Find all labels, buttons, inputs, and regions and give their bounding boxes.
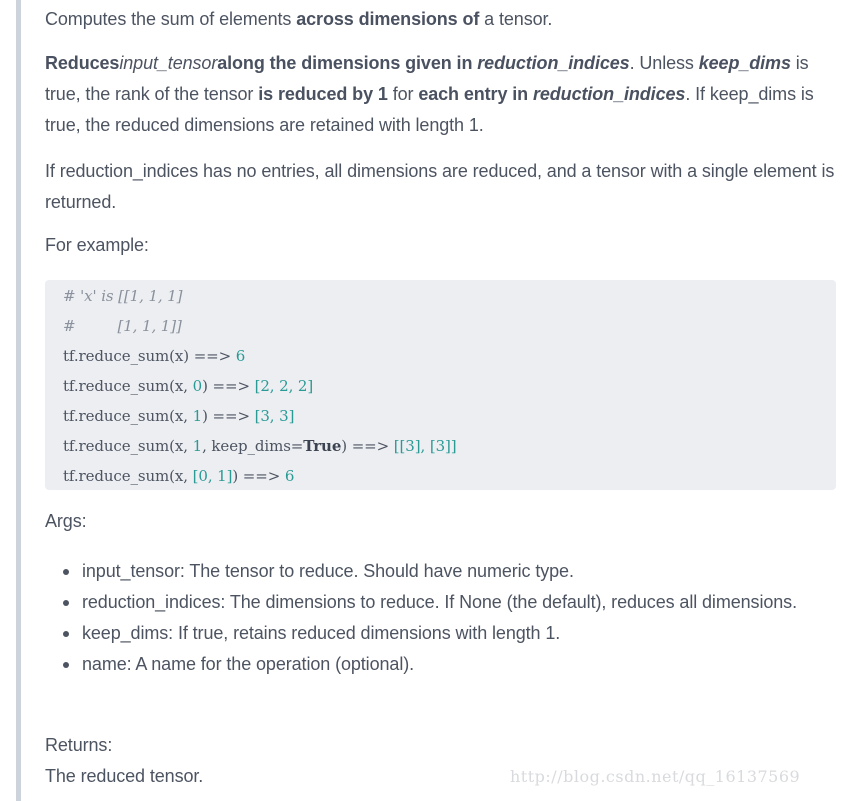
code-number: [3, 3] <box>254 407 295 425</box>
list-item: keep_dims: If true, retains reduced dimensions with length 1. <box>82 618 842 649</box>
reduces-paragraph <box>45 48 837 141</box>
code-number: 1 <box>192 407 203 425</box>
code-number: 0 <box>192 377 203 395</box>
reduces-text-1: . Unless <box>629 53 699 73</box>
code-number: 1 <box>192 437 203 455</box>
reduces-bold-italic-2: keep_dims <box>698 53 791 73</box>
code-number: 6 <box>284 467 295 485</box>
watermark: http://blog.csdn.net/qq_16137569 <box>510 767 801 786</box>
code-text: tf.reduce_sum(x, <box>63 437 193 455</box>
doc-blockquote <box>16 0 842 801</box>
code-text: ) ==> <box>232 467 285 485</box>
intro-bold: across dimensions of <box>296 9 480 29</box>
code-number: [2, 2, 2] <box>254 377 314 395</box>
reduces-bold-4: each entry in <box>418 84 533 104</box>
intro-text-1: Computes the sum of elements <box>45 9 297 29</box>
list-item: input_tensor: The tensor to reduce. Should have numeric type. <box>82 556 842 587</box>
code-text: ) ==> <box>341 437 394 455</box>
code-number: [0, 1] <box>192 467 233 485</box>
reduces-bold-3: is reduced by 1 <box>258 84 388 104</box>
returns-label: Returns: <box>45 735 113 755</box>
code-keyword: True <box>303 437 342 455</box>
code-text: tf.reduce_sum(x, <box>63 467 193 485</box>
code-line <box>63 401 836 431</box>
reduces-bold: Reduces <box>45 53 120 73</box>
code-line <box>63 431 836 461</box>
code-number: [[3], [3]] <box>393 437 457 455</box>
reduces-text-3: for <box>387 84 419 104</box>
empty-note-paragraph: If reduction_indices has no entries, all dimensions are reduced, and a tensor with a single element is returned. <box>45 161 835 212</box>
reduces-text-4: . If keep_dims is true, the reduced dimensions are retained with length 1. <box>45 84 814 135</box>
args-list <box>45 556 842 680</box>
code-text: tf.reduce_sum(x, <box>63 407 193 425</box>
code-number: 6 <box>235 347 246 365</box>
code-text: , keep_dims= <box>202 437 304 455</box>
reduces-bold-2: along the dimensions given in <box>217 53 478 73</box>
intro-text-2: a tensor. <box>479 9 553 29</box>
code-line <box>63 341 836 371</box>
code-comment: # 'x' is [[1, 1, 1] <box>63 287 183 305</box>
code-text: ) ==> <box>202 377 255 395</box>
code-line <box>63 371 836 401</box>
reduces-italic: input_tensor <box>119 53 218 73</box>
intro-paragraph <box>45 4 835 35</box>
reduces-bold-italic-1: reduction_indices <box>477 53 630 73</box>
list-item: reduction_indices: The dimensions to reduce. If None (the default), reduces all dimensions. <box>82 587 842 618</box>
returns-text: The reduced tensor. <box>45 766 204 786</box>
code-line <box>63 311 836 341</box>
code-text: ) ==> <box>202 407 255 425</box>
example-label: For example: <box>45 235 149 255</box>
reduces-text-2: is true, the rank of the tensor <box>45 53 809 104</box>
code-line <box>63 461 836 491</box>
args-label: Args: <box>45 511 87 531</box>
reduces-bold-italic-3: reduction_indices <box>532 84 686 104</box>
code-text: tf.reduce_sum(x, <box>63 377 193 395</box>
code-block <box>45 280 836 490</box>
code-comment: # [1, 1, 1]] <box>63 317 182 335</box>
code-line <box>63 281 836 311</box>
code-text: tf.reduce_sum(x) ==> <box>63 347 236 365</box>
list-item: name: A name for the operation (optional). <box>82 649 842 680</box>
